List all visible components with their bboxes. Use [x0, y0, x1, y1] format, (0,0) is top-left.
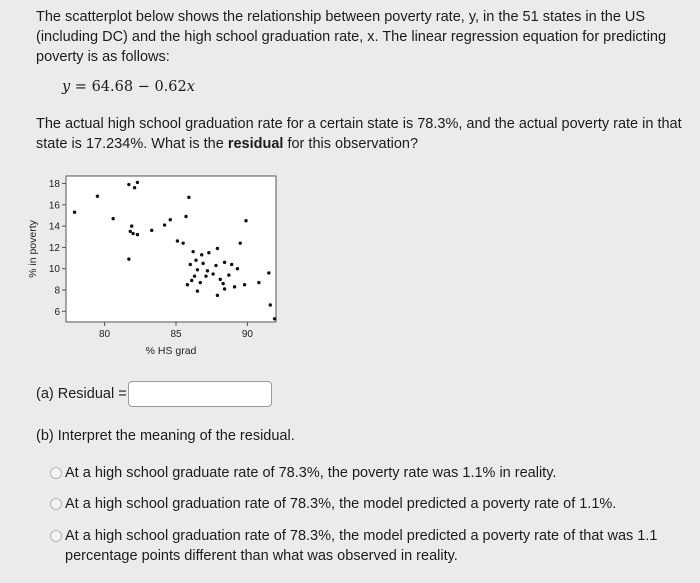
radio-button[interactable]: [50, 467, 62, 479]
data-point: [127, 183, 130, 186]
option-1-text: At a high school graduate rate of 78.3%, the poverty rate was 1.1% in reality.: [65, 465, 557, 481]
y-axis-label: % in poverty: [27, 220, 39, 278]
data-point: [211, 272, 214, 275]
data-point: [130, 224, 133, 227]
data-point: [163, 223, 166, 226]
part-b-label: (b) Interpret the meaning of the residual.: [36, 428, 295, 444]
data-point: [216, 294, 219, 297]
data-point: [223, 287, 226, 290]
data-point: [200, 253, 203, 256]
scatterplot: [20, 168, 282, 360]
data-point: [244, 219, 247, 222]
part-a-label: (a) Residual =: [36, 386, 127, 402]
data-point: [214, 264, 217, 267]
equation-rhs-var: x: [186, 79, 195, 95]
radio-button[interactable]: [50, 530, 62, 542]
data-point: [223, 261, 226, 264]
data-point: [193, 274, 196, 277]
data-point: [187, 196, 190, 199]
y-tick-label: 16: [48, 200, 60, 212]
data-point: [273, 317, 276, 320]
data-point: [150, 229, 153, 232]
data-point: [230, 263, 233, 266]
data-point: [216, 247, 219, 250]
data-point: [131, 232, 134, 235]
data-point: [191, 250, 194, 253]
radio-button[interactable]: [50, 498, 62, 510]
data-point: [206, 269, 209, 272]
intro-text: The scatterplot below shows the relationship between poverty rate, y, in the 51 states in the US (including DC) and the high school graduation rate, x. The linear regression equation for predicting poverty is as follows:: [36, 9, 667, 65]
question-main: The actual high school graduation rate for a certain state is 78.3%, and the actual poverty rate in that state is 17.234%. What is the: [36, 116, 682, 152]
y-tick-label: 10: [48, 264, 60, 276]
y-tick-label: 8: [54, 285, 60, 297]
data-point: [136, 233, 139, 236]
x-axis-label: % HS grad: [145, 345, 197, 357]
data-point: [133, 186, 136, 189]
data-point: [269, 303, 272, 306]
y-tick-label: 14: [48, 221, 60, 233]
data-point: [207, 251, 210, 254]
y-tick-label: 12: [48, 242, 60, 254]
question-bold: residual: [227, 136, 284, 152]
data-point: [129, 230, 132, 233]
y-tick-label: 6: [54, 306, 60, 318]
question-text: [36, 114, 686, 154]
data-point: [176, 239, 179, 242]
option-3[interactable]: [50, 526, 690, 566]
x-tick-label: 90: [241, 329, 253, 340]
data-point: [181, 241, 184, 244]
data-point: [204, 274, 207, 277]
data-point: [111, 217, 114, 220]
data-point: [73, 211, 76, 214]
data-point: [96, 195, 99, 198]
data-point: [201, 262, 204, 265]
x-tick-label: 80: [99, 329, 111, 340]
data-point: [267, 271, 270, 274]
data-point: [233, 285, 236, 288]
data-point: [199, 281, 202, 284]
equation-body: = 64.68 − 0.62: [70, 79, 187, 95]
x-tick-label: 85: [170, 329, 182, 340]
data-point: [169, 218, 172, 221]
equation-lhs: y: [62, 79, 71, 95]
scatterplot-svg: [20, 168, 282, 360]
data-point: [227, 273, 230, 276]
data-point: [219, 278, 222, 281]
data-point: [189, 263, 192, 266]
option-2-text: At a high school graduation rate of 78.3%, the model predicted a poverty rate of 1.1%.: [65, 496, 617, 512]
data-point: [136, 181, 139, 184]
data-point: [186, 283, 189, 286]
data-point: [127, 257, 130, 260]
data-point: [221, 282, 224, 285]
data-point: [196, 268, 199, 271]
data-point: [236, 267, 239, 270]
option-2[interactable]: [50, 494, 690, 514]
residual-input[interactable]: [128, 381, 272, 407]
option-3-text: At a high school graduation rate of 78.3%, the model predicted a poverty rate of that was 1.1 percentage points different than what was observed in reality.: [65, 528, 658, 564]
data-point: [194, 258, 197, 261]
data-point: [257, 281, 260, 284]
data-point: [243, 283, 246, 286]
question-end: for this observation?: [283, 136, 419, 152]
y-tick-label: 18: [48, 178, 60, 190]
data-point: [239, 241, 242, 244]
data-point: [196, 289, 199, 292]
data-point: [190, 279, 193, 282]
regression-equation: [62, 79, 195, 95]
data-point: [184, 215, 187, 218]
option-1[interactable]: [50, 463, 690, 483]
